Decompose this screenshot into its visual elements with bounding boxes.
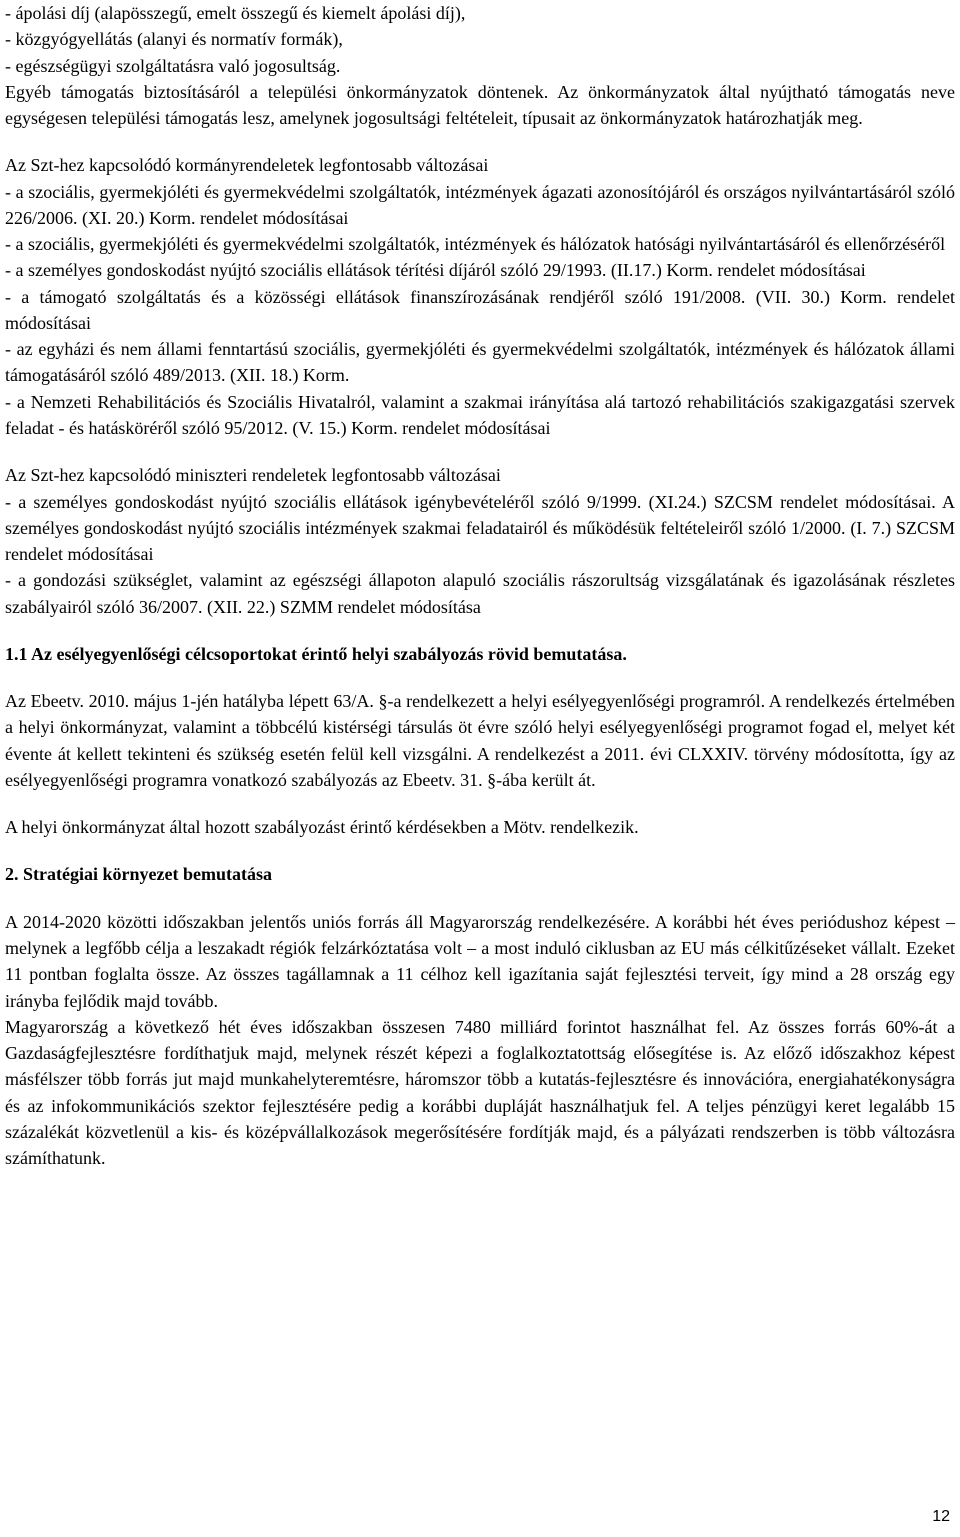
spacer bbox=[5, 441, 955, 462]
spacer bbox=[5, 620, 955, 641]
intro-bullet-2: - közgyógyellátás (alanyi és normatív formák), bbox=[5, 29, 343, 50]
section-2-paragraph-2: Magyarország a következő hét éves időszakban összesen 7480 milliárd forintot használhat fel. Az összes forrás 60%-át a Gazdaságfejlesztésre fordíthatjuk majd, melynek részét képezi a foglalkoztatottság elősegítése is. Az előző időszakhoz képest másfélszer több forrás jut majd munkahelyteremtésre, háromszor több a kutatás-fejlesztésre és innovációra, energiahatékonyságra és az infokommunikációs szektor fejlesztésére pedig a korábbi dupláját használhatjuk fel. A teljes pénzügyi keret legalább 15 százalékát közvetlenül a kis- és középvállalkozások megerősítésére fordítják majd, és a pályázati rendszerben is több változásra számíthatunk. bbox=[5, 1016, 955, 1169]
korm-section-title: Az Szt-hez kapcsolódó kormányrendeletek legfontosabb változásai bbox=[5, 155, 489, 176]
intro-bullet-1: - ápolási díj (alapösszegű, emelt összegű és kiemelt ápolási díj), bbox=[5, 3, 466, 23]
korm-item-2: - a szociális, gyermekjóléti és gyermekvédelmi szolgáltatók, intézmények és hálózatok hatósági nyilvántartásáról és ellenőrzéséről bbox=[5, 234, 946, 255]
intro-bullet-3: - egészségügyi szolgáltatásra való jogosultság. bbox=[5, 55, 341, 76]
min-item-1: - a személyes gondoskodást nyújtó szociális ellátások igénybevételéről szóló 9/1999. (XI.24.) SZCSM rendelet módosításai. A személyes gondoskodást nyújtó szociális intézmények szakmai feladatairól és működésük feltételeiről szóló 1/2000. (I. 7.) SZCSM rendelet módosításai bbox=[5, 491, 955, 565]
section-1-1-paragraph-1: Az Ebeetv. 2010. május 1-jén hatályba lépett 63/A. §-a rendelkezett a helyi esélyegyenlőségi programról. A rendelkezés értelmében a helyi önkormányzat, valamint a többcélú kistérségi társulás öt évre szóló helyi esélyegyenlőségi programot fogad el, melyet két évente át kellett tekinteni és szükség esetén felül kell vizsgálni. A rendelkezést a 2011. évi CLXXIV. törvény módosította, így az esélyegyenlőségi programra vonatkozó szabályozás az Ebeetv. 31. §-ába került át. bbox=[5, 691, 955, 790]
spacer bbox=[5, 888, 955, 909]
section-2-heading: 2. Stratégiai környezet bemutatása bbox=[5, 864, 272, 885]
spacer bbox=[5, 131, 955, 152]
section-2-paragraph-1: A 2014-2020 közötti időszakban jelentős uniós forrás áll Magyarország rendelkezésére. A korábbi hét éves periódushoz képest – melynek a legfőbb célja a leszakadt régiók felzárkóztatása volt – a most induló ciklusban az EU más célkitűzéseket vállalt. Ezeket 11 pontban foglalta össze. Az összes tagállamnak a 11 célhoz kell igazítania saját fejlesztési terveit, így mind a 28 ország egy irányba fejlődik majd tovább. bbox=[5, 911, 955, 1011]
spacer bbox=[5, 793, 955, 814]
korm-item-1: - a szociális, gyermekjóléti és gyermekvédelmi szolgáltatók, intézmények ágazati azonosítójáról és országos nyilvántartásáról szóló 226/2006. (XI. 20.) Korm. rendelet módosításai bbox=[5, 181, 955, 228]
intro-paragraph: Egyéb támogatás biztosításáról a települési önkormányzatok döntenek. Az önkormányzatok által nyújtható támogatás neve egységesen települési támogatás lesz, amelynek jogosultsági feltételeit, típusait az önkormányzatok határozhatják meg. bbox=[5, 81, 955, 129]
min-item-2: - a gondozási szükséglet, valamint az egészségi állapoton alapuló szociális rászorultság vizsgálatának és igazolásának részletes szabályairól szóló 36/2007. (XII. 22.) SZMM rendelet módosítása bbox=[5, 570, 955, 617]
page-number: 12 bbox=[932, 1508, 950, 1525]
spacer bbox=[5, 840, 955, 861]
korm-item-4: - a támogató szolgáltatás és a közösségi ellátások finanszírozásának rendjéről szóló 191/2008. (VII. 30.) Korm. rendelet módosításai bbox=[5, 286, 955, 333]
min-section-title: Az Szt-hez kapcsolódó miniszteri rendeletek legfontosabb változásai bbox=[5, 465, 501, 486]
korm-item-6: - a Nemzeti Rehabilitációs és Szociális Hivatalról, valamint a szakmai irányítása alá tartozó rehabilitációs szakigazgatási szervek feladat - és hatásköréről szóló 95/2012. (V. 15.) Korm. rendelet módosításai bbox=[5, 391, 955, 438]
section-1-1-heading: 1.1 Az esélyegyenlőségi célcsoportokat érintő helyi szabályozás rövid bemutatása. bbox=[5, 643, 627, 664]
korm-item-3: - a személyes gondoskodást nyújtó szociális ellátások térítési díjáról szóló 29/1993. (II.17.) Korm. rendelet módosításai bbox=[5, 260, 866, 281]
page-body bbox=[5, 0, 955, 1171]
korm-item-5: - az egyházi és nem állami fenntartású szociális, gyermekjóléti és gyermekvédelmi szolgáltatók, intézmények és hálózatok állami támogatásáról szóló 489/2013. (XII. 18.) Korm. bbox=[5, 339, 955, 386]
section-1-1-paragraph-2: A helyi önkormányzat által hozott szabályozást érintő kérdésekben a Mötv. rendelkezik. bbox=[5, 817, 639, 838]
spacer bbox=[5, 667, 955, 688]
